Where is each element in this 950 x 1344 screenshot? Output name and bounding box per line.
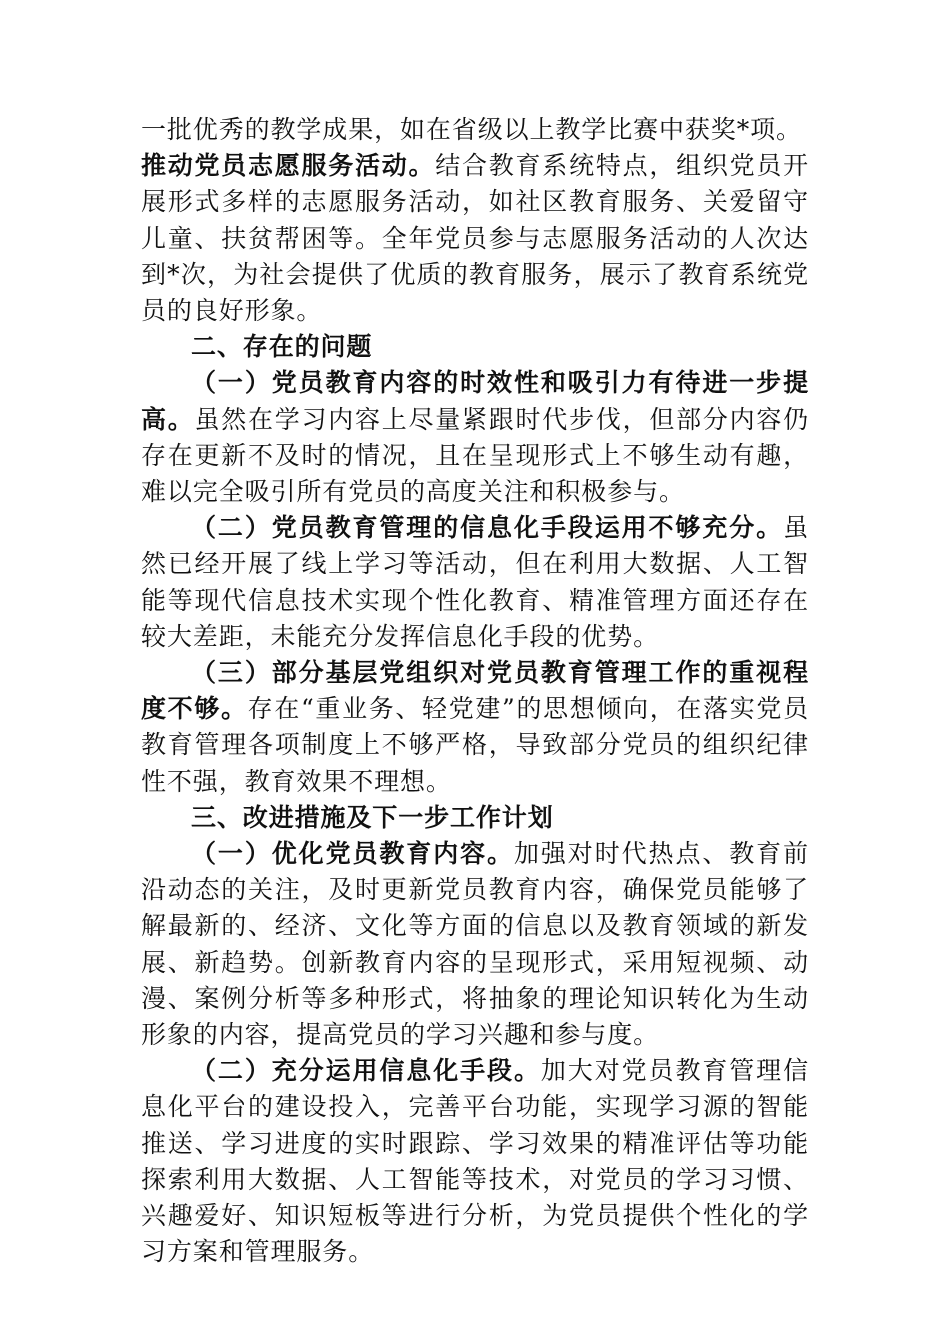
section-heading-problems: 二、存在的问题 xyxy=(191,332,373,362)
paragraph-problem-3 xyxy=(141,655,809,800)
paragraph-lead: （一）党员教育内容的时效性和吸引力有待进一步提高。 xyxy=(141,368,809,434)
paragraph-text: 虽然在学习内容上尽量紧跟时代步伐，但部分内容仍存在更新不及时的情况，且在呈现形式上不够生动有趣，难以完全吸引所有党员的高度关注和积极参与。 xyxy=(141,404,809,507)
paragraph-problem-2 xyxy=(141,510,809,655)
paragraph-problem-1 xyxy=(141,365,809,510)
paragraph-text: 加强对时代热点、教育前沿动态的关注，及时更新党员教育内容，确保党员能够了解最新的、经济、文化等方面的信息以及教育领域的新发展、新趋势。创新教育内容的呈现形式，采用短视频、动漫、案例分析等多种形式，将抽象的理论知识转化为生动形象的内容，提高党员的学习兴趣和参与度。 xyxy=(141,839,809,1050)
paragraph-text: 虽然已经开展了线上学习等活动，但在利用大数据、人工智能等现代信息技术实现个性化教育、精准管理方面还存在较大差距，未能充分发挥信息化手段的优势。 xyxy=(141,513,809,651)
paragraph-lead: 推动党员志愿服务活动。 xyxy=(141,151,436,181)
paragraph-lead: （一）优化党员教育内容。 xyxy=(191,839,514,869)
paragraph-lead: （二）充分运用信息化手段。 xyxy=(191,1056,541,1086)
paragraph-text: 加大对党员教育管理信息化平台的建设投入，完善平台功能，实现学习源的智能推送、学习进度的实时跟踪、学习效果的精准评估等功能探索利用大数据、人工智能等技术，对党员的学习习惯、兴趣爱好、知识短板等进行分析，为党员提供个性化的学习方案和管理服务。 xyxy=(141,1056,809,1267)
section-heading-improvements: 三、改进措施及下一步工作计划 xyxy=(191,802,554,832)
paragraph-volunteer xyxy=(141,148,809,329)
document-body xyxy=(141,112,809,1271)
paragraph-text: 存在“重业务、轻党建”的思想倾向，在落实党员教育管理各项制度上不够严格，导致部分党员的组织纪律性不强，教育效果不理想。 xyxy=(141,694,809,796)
paragraph-text: 结合教育系统特点，组织党员开展形式多样的志愿服务活动，如社区教育服务、关爱留守儿童、扶贫帮困等。全年党员参与志愿服务活动的人次达到*次，为社会提供了优质的教育服务，展示了教育系统党员的良好形象。 xyxy=(141,151,809,326)
paragraph-text: 一批优秀的教学成果，如在省级以上教学比赛中获奖*项。 xyxy=(141,115,802,144)
paragraph-lead: （二）党员教育管理的信息化手段运用不够充分。 xyxy=(191,513,784,543)
paragraph-continuation xyxy=(141,112,809,148)
paragraph-improvement-2 xyxy=(141,1053,809,1270)
paragraph-improvement-1 xyxy=(141,836,809,1053)
paragraph-lead: （三）部分基层党组织对党员教育管理工作的重视程度不够。 xyxy=(141,658,809,724)
